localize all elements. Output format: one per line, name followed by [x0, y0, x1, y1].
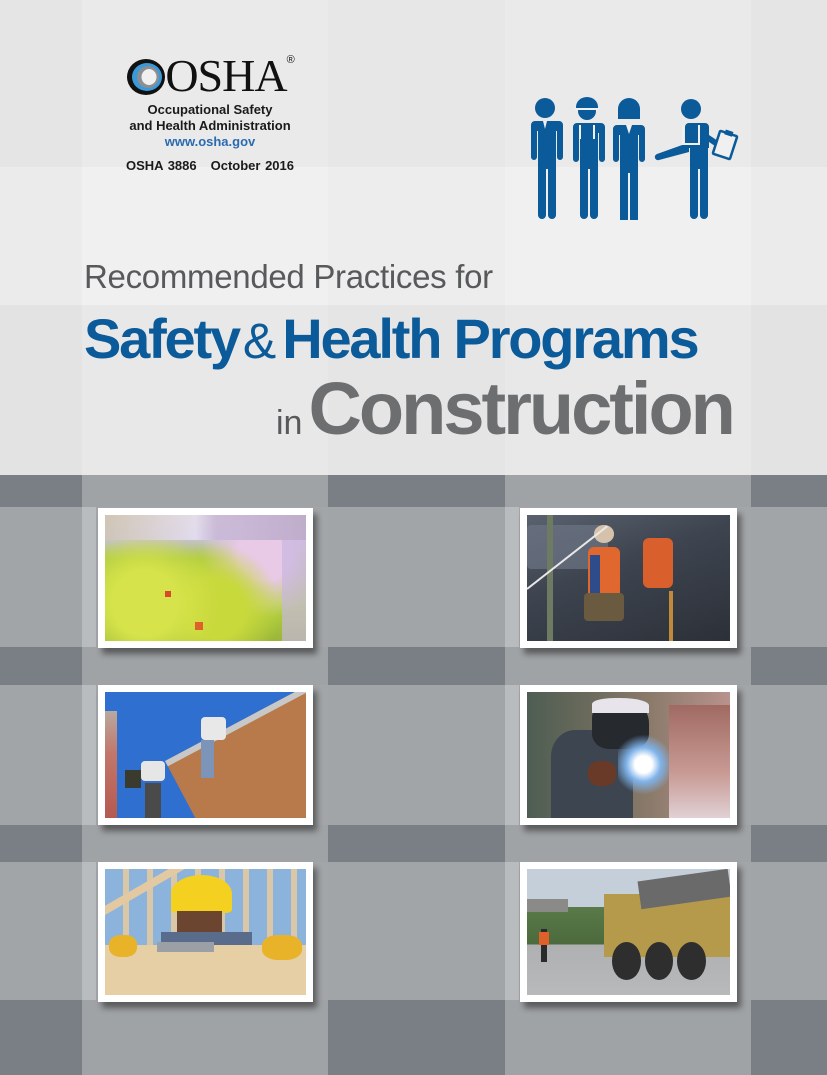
welder-photo-image [527, 692, 730, 818]
agency-name-line2: and Health Administration [129, 118, 291, 133]
plaid-cross [82, 1000, 328, 1075]
website-link[interactable]: www.osha.gov [164, 134, 256, 149]
workers-group-icon [525, 95, 745, 220]
crane-photo-image [527, 869, 730, 995]
publication-date: October 2016 [210, 158, 294, 173]
plaid-edge [82, 507, 96, 647]
title-safety: Safety [84, 307, 239, 370]
plaid-edge [505, 507, 519, 647]
plaid-cross [505, 1000, 751, 1075]
title-line2 [84, 306, 697, 371]
osha-wordmark: OSHA [165, 50, 287, 101]
plaid-cross [82, 647, 328, 685]
photo-welder [520, 685, 737, 825]
photo-steel-workers [520, 508, 737, 648]
steel-workers-photo-image [527, 515, 730, 641]
plaid-cross [82, 475, 328, 507]
agency-logo-block [100, 50, 320, 173]
title-line1: Recommended Practices for [84, 258, 493, 295]
publication-info [100, 158, 320, 173]
plaid-cross [505, 475, 751, 507]
roofers-photo-image [105, 692, 306, 818]
plaid-edge [505, 862, 519, 1000]
plaid-cross [82, 825, 328, 862]
plaid-cross [505, 647, 751, 685]
title-ampersand: & [242, 313, 277, 369]
title-construction: Construction [308, 367, 733, 450]
plaid-edge [82, 685, 96, 825]
osha-logo[interactable] [100, 50, 320, 102]
registered-mark: ® [286, 54, 295, 66]
agency-name-line1: Occupational Safety [147, 102, 273, 117]
photo-carpenter [98, 862, 313, 1002]
plaid-edge [82, 862, 96, 1000]
title-health-programs: Health Programs [282, 307, 698, 370]
photo-roofers [98, 685, 313, 825]
crowd-photo-image [105, 515, 306, 641]
photo-crane [520, 862, 737, 1002]
osha-ring-logo-icon [125, 56, 167, 96]
photo-crowd [98, 508, 313, 648]
title-in: in [276, 404, 303, 442]
plaid-cross [505, 825, 751, 862]
carpenter-photo-image [105, 869, 306, 995]
publication-number: OSHA 3886 [126, 158, 197, 173]
plaid-edge [505, 685, 519, 825]
title-line3 [276, 366, 733, 451]
